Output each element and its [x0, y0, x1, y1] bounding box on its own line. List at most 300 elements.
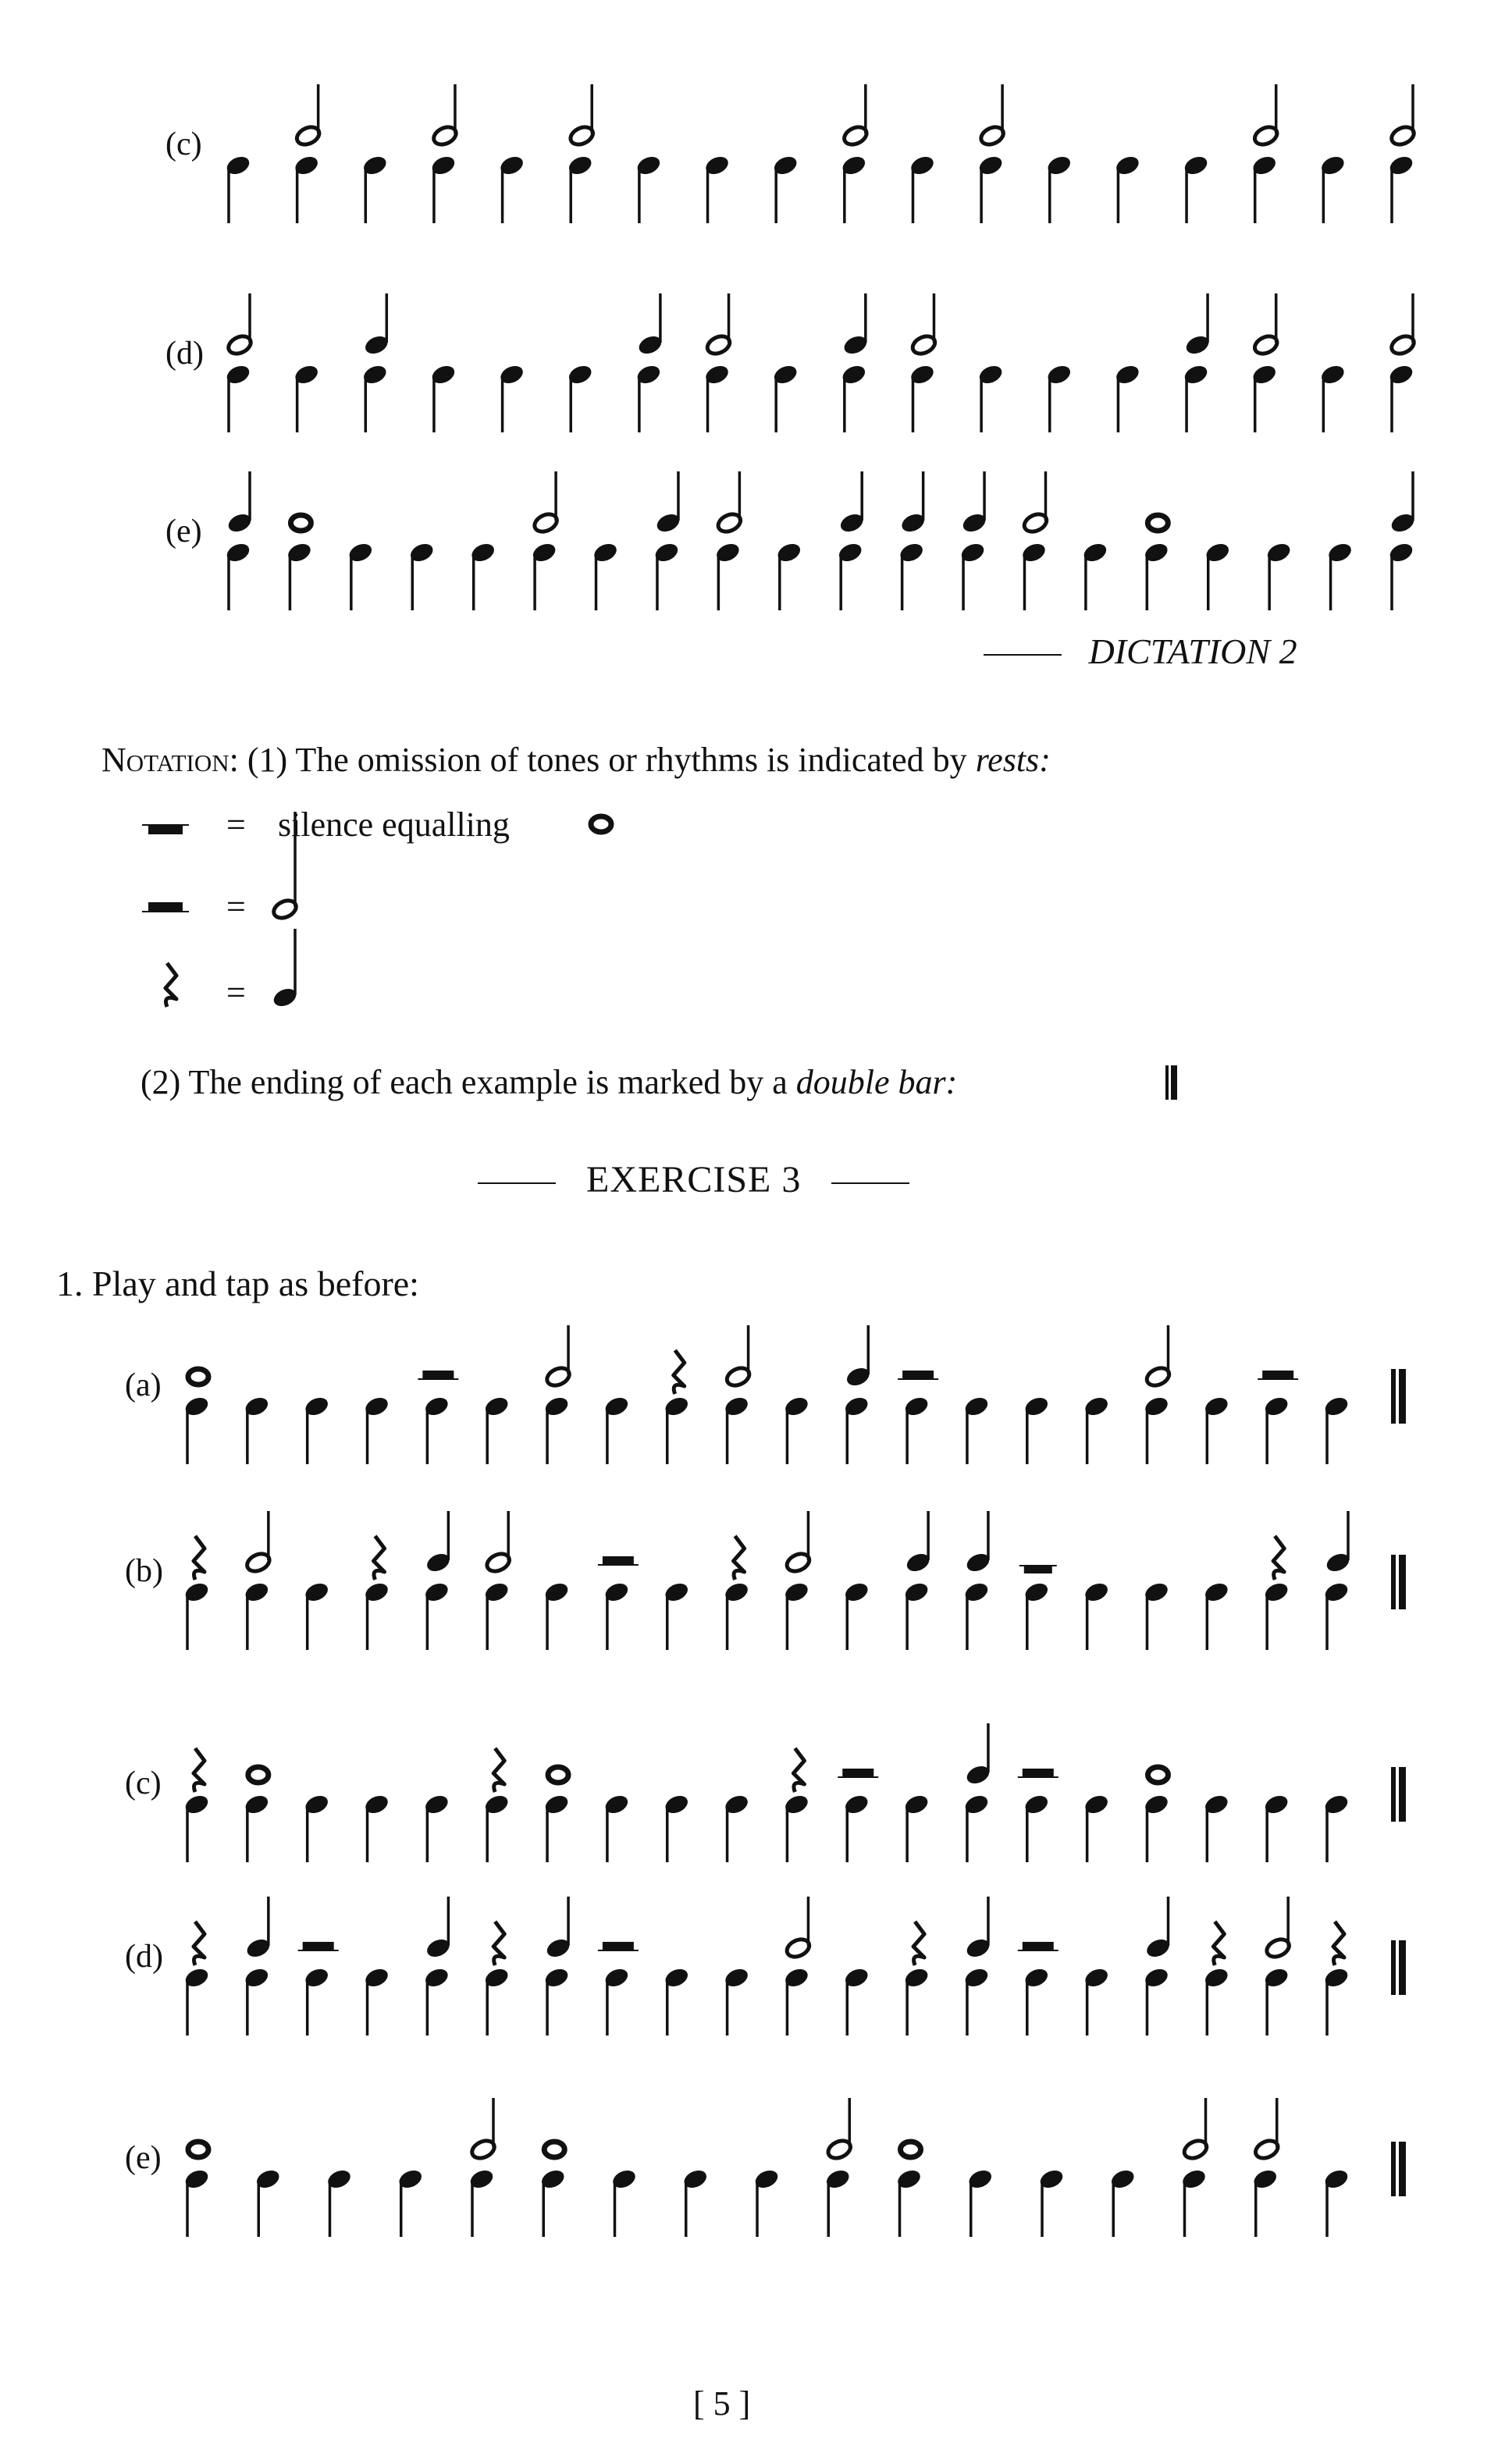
- eighth-note: [566, 154, 594, 223]
- upper-symbol: [1147, 1767, 1168, 1783]
- eighth-note: [347, 541, 375, 610]
- whole-rest-bar: [1024, 1566, 1052, 1573]
- quarter-rest: [165, 963, 176, 1007]
- dictation-heading: [984, 631, 1297, 671]
- notation-double-bar-word: double bar: [795, 1063, 946, 1101]
- eighth-note: [286, 541, 314, 610]
- double-bar-thin: [1391, 1369, 1396, 1424]
- eighth-note: [1114, 154, 1142, 223]
- upper-symbol: [674, 1350, 685, 1394]
- eighth-note: [1202, 1580, 1230, 1650]
- upper-symbol: [705, 293, 733, 357]
- eighth-note: [423, 1580, 451, 1650]
- eighth-note: [977, 154, 1005, 223]
- eighth-note: [539, 2167, 567, 2237]
- eighth-note: [429, 154, 457, 223]
- upper-symbol: [838, 471, 866, 535]
- eighth-note: [468, 2167, 496, 2237]
- eighth-note: [663, 1395, 691, 1464]
- row-label-exercise-0: (a): [125, 1367, 162, 1403]
- eighth-note: [1202, 1966, 1230, 2036]
- eighth-note: [603, 1966, 631, 2036]
- eighth-note: [902, 1793, 930, 1862]
- eighth-note: [1023, 1966, 1051, 2036]
- notation-item1-text: : (1) The omission of tones or rhythms is indicated by: [229, 741, 976, 779]
- eighth-note: [293, 154, 321, 223]
- upper-symbol: [1264, 1897, 1292, 1960]
- upper-symbol: [904, 1511, 932, 1574]
- eighth-note: [1037, 2167, 1066, 2237]
- upper-symbol: [493, 1922, 504, 1965]
- upper-symbol: [1144, 1325, 1172, 1388]
- eighth-note: [902, 1580, 930, 1650]
- eighth-note: [653, 541, 681, 610]
- legend-whole-rest-bar: [148, 825, 183, 834]
- legend-whole-note: [591, 816, 611, 832]
- notation-item2-text: (2) The ending of each example is marked by a: [141, 1063, 796, 1101]
- eighth-note: [703, 154, 731, 223]
- eighth-note: [1202, 1395, 1230, 1464]
- upper-symbol: [244, 1897, 272, 1960]
- eighth-note: [1081, 541, 1109, 610]
- eighth-note: [1387, 154, 1415, 223]
- upper-symbol: [532, 471, 560, 535]
- upper-symbol: [1389, 471, 1417, 535]
- upper-symbol: [484, 1511, 512, 1574]
- eighth-note: [714, 541, 742, 610]
- quarter-rest: [734, 1536, 745, 1580]
- upper-symbol: [1258, 1371, 1298, 1379]
- eighth-note: [293, 363, 321, 432]
- eighth-note: [1083, 1395, 1111, 1464]
- half-rest-equals: =: [226, 887, 246, 926]
- eighth-note: [482, 1580, 511, 1650]
- eighth-note: [1143, 1580, 1171, 1650]
- upper-symbol: [1324, 1511, 1352, 1574]
- upper-symbol: [785, 1897, 813, 1960]
- eighth-note: [603, 1395, 631, 1464]
- double-bar: [1391, 2142, 1406, 2196]
- eighth-note: [1322, 1793, 1350, 1862]
- eighth-note: [962, 1966, 991, 2036]
- eighth-note: [1387, 363, 1415, 432]
- legend-double-bar-thick: [1171, 1065, 1177, 1100]
- eighth-note: [543, 1395, 571, 1464]
- eighth-note: [1023, 1793, 1051, 1862]
- row-label-dictation-0: (c): [165, 126, 202, 162]
- upper-symbol: [899, 471, 927, 535]
- eighth-note: [966, 2167, 994, 2237]
- half-rest-bar: [1262, 1371, 1293, 1378]
- whole-rest-equals: =: [226, 805, 246, 844]
- upper-symbol: [226, 471, 254, 535]
- double-bar-thick: [1399, 1369, 1406, 1424]
- eighth-note: [771, 363, 799, 432]
- upper-symbol: [362, 293, 390, 357]
- upper-symbol: [841, 293, 870, 357]
- notation-label: Notation: [101, 741, 229, 779]
- upper-symbol: [469, 2098, 497, 2161]
- upper-symbol: [724, 1325, 752, 1388]
- quarter-rest: [194, 1536, 205, 1580]
- upper-symbol: [910, 293, 938, 357]
- upper-symbol: [898, 1371, 938, 1379]
- whole-note: [1147, 515, 1168, 531]
- double-bar: [1391, 1940, 1406, 1995]
- quarter-rest: [194, 1748, 205, 1792]
- eighth-note: [663, 1793, 691, 1862]
- upper-symbol: [425, 1511, 453, 1574]
- double-bar-thin: [1391, 1940, 1396, 1995]
- upper-symbol: [544, 2142, 564, 2157]
- quarter-rest: [493, 1748, 504, 1792]
- eighth-note: [1083, 1793, 1111, 1862]
- quarter-rest: [493, 1922, 504, 1965]
- eighth-note: [1182, 154, 1210, 223]
- eighth-note: [1251, 2167, 1279, 2237]
- eighth-note: [543, 1580, 571, 1650]
- upper-symbol: [844, 1325, 872, 1388]
- upper-symbol: [548, 1767, 568, 1783]
- row-label-exercise-2: (c): [125, 1765, 162, 1801]
- double-bar-thin: [1391, 1555, 1396, 1609]
- eighth-note: [363, 1793, 391, 1862]
- eighth-note: [482, 1966, 511, 2036]
- eighth-note: [842, 1966, 870, 2036]
- notation-line-1: [101, 743, 1051, 777]
- eighth-note: [663, 1966, 691, 2036]
- eighth-note: [243, 1966, 271, 2036]
- upper-symbol: [188, 2142, 208, 2157]
- eighth-note: [482, 1793, 511, 1862]
- half-rest-bar: [603, 1556, 634, 1564]
- eighth-note: [603, 1793, 631, 1862]
- eighth-note: [397, 2167, 425, 2237]
- eighth-note: [543, 1793, 571, 1862]
- upper-symbol: [636, 293, 664, 357]
- eighth-note: [429, 363, 457, 432]
- double-bar-thin: [1391, 1767, 1396, 1822]
- eighth-note: [363, 1966, 391, 2036]
- eighth-note: [1142, 541, 1170, 610]
- double-bar: [1391, 1555, 1406, 1609]
- eighth-note: [543, 1966, 571, 2036]
- eighth-note: [959, 541, 987, 610]
- eighth-note: [498, 363, 526, 432]
- eighth-note: [783, 1966, 811, 2036]
- row-label-dictation-2: (e): [165, 514, 202, 549]
- eighth-note: [1045, 363, 1073, 432]
- upper-symbol: [194, 1922, 205, 1965]
- upper-symbol: [1253, 2098, 1281, 2161]
- half-rest-bar: [842, 1769, 873, 1776]
- legend-double-bar: [1165, 1065, 1177, 1100]
- whole-note: [544, 2142, 564, 2157]
- upper-symbol: [598, 1942, 639, 1950]
- double-bar-thick: [1399, 1555, 1406, 1609]
- eighth-note: [977, 363, 1005, 432]
- eighth-note: [842, 1580, 870, 1650]
- upper-symbol: [194, 1536, 205, 1580]
- eighth-note: [635, 154, 663, 223]
- eighth-note: [962, 1580, 991, 1650]
- whole-note: [188, 2142, 208, 2157]
- double-bar: [1391, 1767, 1406, 1822]
- eighth-note: [530, 541, 558, 610]
- upper-symbol: [1273, 1536, 1284, 1580]
- upper-symbol: [290, 515, 311, 531]
- upper-symbol: [248, 1767, 269, 1783]
- quarter-rest: [194, 1922, 205, 1965]
- eighth-note: [783, 1395, 811, 1464]
- upper-symbol: [901, 2142, 921, 2157]
- eighth-note: [183, 1580, 211, 1650]
- eighth-note: [469, 541, 497, 610]
- upper-symbol: [1019, 1566, 1057, 1573]
- eighth-note: [681, 2167, 710, 2237]
- eighth-note: [326, 2167, 354, 2237]
- eighth-note: [842, 1793, 870, 1862]
- upper-symbol: [1182, 2098, 1210, 2161]
- legend-whole-rest: [142, 825, 189, 834]
- upper-symbol: [716, 471, 744, 535]
- eighth-note: [1265, 541, 1293, 610]
- eighth-note: [1143, 1395, 1171, 1464]
- eighth-note: [783, 1793, 811, 1862]
- upper-symbol: [226, 293, 254, 357]
- upper-symbol: [544, 1897, 572, 1960]
- legend-half-rest: [142, 902, 189, 912]
- eighth-note: [1251, 154, 1279, 223]
- legend-quarter-rest: [165, 963, 176, 1007]
- eighth-note: [1108, 2167, 1137, 2237]
- eighth-note: [303, 1966, 331, 2036]
- eighth-note: [635, 363, 663, 432]
- eighth-note: [1020, 541, 1048, 610]
- eighth-note: [1251, 363, 1279, 432]
- half-rest-bar: [422, 1371, 454, 1378]
- upper-symbol: [964, 1897, 992, 1960]
- eighth-note: [824, 2167, 852, 2237]
- whole-note: [901, 2142, 921, 2157]
- eighth-note: [723, 1395, 751, 1464]
- eighth-note: [363, 1395, 391, 1464]
- page-number: [ 5 ]: [693, 2384, 751, 2423]
- eighth-note: [303, 1793, 331, 1862]
- eighth-note: [423, 1395, 451, 1464]
- eighth-note: [361, 363, 389, 432]
- eighth-note: [1322, 1395, 1350, 1464]
- upper-symbol: [1252, 84, 1280, 148]
- eighth-note: [407, 541, 436, 610]
- heading-dash-right: [831, 1182, 909, 1184]
- upper-symbol: [785, 1511, 813, 1574]
- upper-symbol: [544, 1325, 572, 1388]
- eighth-note: [703, 363, 731, 432]
- notation-item1-end: :: [1039, 741, 1051, 779]
- eighth-note: [610, 2167, 639, 2237]
- upper-symbol: [1018, 1942, 1058, 1950]
- double-bar: [1391, 1369, 1406, 1424]
- legend-double-bar-thin: [1165, 1065, 1169, 1100]
- eighth-note: [962, 1793, 991, 1862]
- double-bar-thin: [1391, 2142, 1396, 2196]
- upper-symbol: [188, 1369, 208, 1385]
- upper-symbol: [1333, 1922, 1344, 1965]
- quarter-rest: [1273, 1536, 1284, 1580]
- eighth-note: [423, 1793, 451, 1862]
- quarter-rest: [793, 1748, 804, 1792]
- eighth-note: [1180, 2167, 1208, 2237]
- upper-symbol: [431, 84, 459, 148]
- upper-symbol: [964, 1723, 992, 1787]
- eighth-note: [1319, 363, 1347, 432]
- quarter-rest: [674, 1350, 685, 1394]
- upper-symbol: [1022, 471, 1050, 535]
- heading-dash: [984, 654, 1062, 656]
- eighth-note: [603, 1580, 631, 1650]
- upper-symbol: [244, 1511, 272, 1574]
- eighth-note: [224, 363, 252, 432]
- eighth-note: [303, 1580, 331, 1650]
- eighth-note: [254, 2167, 282, 2237]
- quarter-rest: [913, 1922, 924, 1965]
- eighth-note: [1262, 1793, 1290, 1862]
- eighth-note: [771, 154, 799, 223]
- eighth-note: [592, 541, 620, 610]
- notation-rests-word: rests: [975, 741, 1040, 779]
- upper-symbol: [1389, 293, 1417, 357]
- eighth-note: [1326, 541, 1354, 610]
- eighth-note: [723, 1580, 751, 1650]
- eighth-note: [783, 1580, 811, 1650]
- double-bar-thick: [1399, 1767, 1406, 1822]
- instruction-text: 1. Play and tap as before:: [56, 1264, 419, 1303]
- eighth-note: [224, 154, 252, 223]
- upper-symbol: [294, 84, 322, 148]
- upper-symbol: [913, 1922, 924, 1965]
- whole-note: [248, 1767, 269, 1783]
- upper-symbol: [493, 1748, 504, 1792]
- eighth-note: [1045, 154, 1073, 223]
- upper-symbol: [960, 471, 988, 535]
- eighth-note: [962, 1395, 991, 1464]
- eighth-note: [1262, 1395, 1290, 1464]
- upper-symbol: [964, 1511, 992, 1574]
- eighth-note: [482, 1395, 511, 1464]
- eighth-note: [1322, 1966, 1350, 2036]
- upper-symbol: [1147, 515, 1168, 531]
- eighth-note: [1023, 1580, 1051, 1650]
- upper-symbol: [978, 84, 1006, 148]
- eighth-note: [243, 1395, 271, 1464]
- double-bar-thick: [1399, 1940, 1406, 1995]
- eighth-note: [895, 2167, 923, 2237]
- eighth-note: [243, 1793, 271, 1862]
- upper-symbol: [654, 471, 682, 535]
- whole-note: [548, 1767, 568, 1783]
- row-label-dictation-1: (d): [165, 336, 204, 372]
- upper-symbol: [825, 2098, 853, 2161]
- upper-symbol: [567, 84, 596, 148]
- exercise-heading-text: EXERCISE 3: [586, 1159, 802, 1200]
- exercise-heading: [478, 1161, 909, 1199]
- upper-symbol: [374, 1536, 385, 1580]
- dictation-heading-text: DICTATION 2: [1088, 631, 1297, 671]
- upper-symbol: [418, 1371, 458, 1379]
- eighth-note: [1143, 1793, 1171, 1862]
- eighth-note: [566, 363, 594, 432]
- quarter-rest: [374, 1536, 385, 1580]
- eighth-note: [840, 363, 868, 432]
- whole-note: [1147, 1767, 1168, 1783]
- eighth-note: [1023, 1395, 1051, 1464]
- upper-symbol: [194, 1748, 205, 1792]
- eighth-note: [836, 541, 864, 610]
- eighth-note: [1319, 154, 1347, 223]
- upper-symbol: [1018, 1769, 1058, 1777]
- eighth-note: [1182, 363, 1210, 432]
- row-label-exercise-3: (d): [125, 1939, 163, 1975]
- eighth-note: [224, 541, 252, 610]
- half-rest-bar: [603, 1942, 634, 1950]
- eighth-note: [898, 541, 926, 610]
- whole-note: [591, 816, 611, 832]
- upper-symbol: [734, 1536, 745, 1580]
- eighth-note: [909, 363, 937, 432]
- upper-symbol: [298, 1942, 339, 1950]
- eighth-note: [363, 1580, 391, 1650]
- upper-symbol: [793, 1748, 804, 1792]
- upper-symbol: [425, 1897, 453, 1960]
- eighth-note: [1114, 363, 1142, 432]
- quarter-rest-equals: =: [226, 973, 246, 1012]
- eighth-note: [1083, 1966, 1111, 2036]
- eighth-note: [752, 2167, 781, 2237]
- eighth-note: [1204, 541, 1232, 610]
- eighth-note: [361, 154, 389, 223]
- quarter-rest: [1333, 1922, 1344, 1965]
- eighth-note: [663, 1580, 691, 1650]
- eighth-note: [183, 2167, 211, 2237]
- eighth-note: [1083, 1580, 1111, 1650]
- eighth-note: [423, 1966, 451, 2036]
- half-rest-bar: [303, 1942, 334, 1950]
- eighth-note: [243, 1580, 271, 1650]
- eighth-note: [1262, 1966, 1290, 2036]
- eighth-note: [183, 1793, 211, 1862]
- quarter-rest: [1213, 1922, 1224, 1965]
- heading-dash-left: [478, 1182, 556, 1184]
- eighth-note: [723, 1793, 751, 1862]
- upper-symbol: [1183, 293, 1211, 357]
- eighth-note: [775, 541, 803, 610]
- whole-rest-text: silence equalling: [278, 805, 510, 844]
- eighth-note: [842, 1395, 870, 1464]
- upper-symbol: [1213, 1922, 1224, 1965]
- row-label-exercise-1: (b): [125, 1553, 163, 1589]
- row-label-exercise-4: (e): [125, 2140, 162, 2176]
- double-bar-thick: [1399, 2142, 1406, 2196]
- notation-item2-end: :: [945, 1063, 958, 1101]
- upper-symbol: [598, 1556, 639, 1565]
- notation-line-2: [141, 1065, 957, 1100]
- upper-symbol: [838, 1769, 878, 1777]
- upper-symbol: [1252, 293, 1280, 357]
- eighth-note: [1322, 1580, 1350, 1650]
- eighth-note: [183, 1395, 211, 1464]
- upper-symbol: [841, 84, 870, 148]
